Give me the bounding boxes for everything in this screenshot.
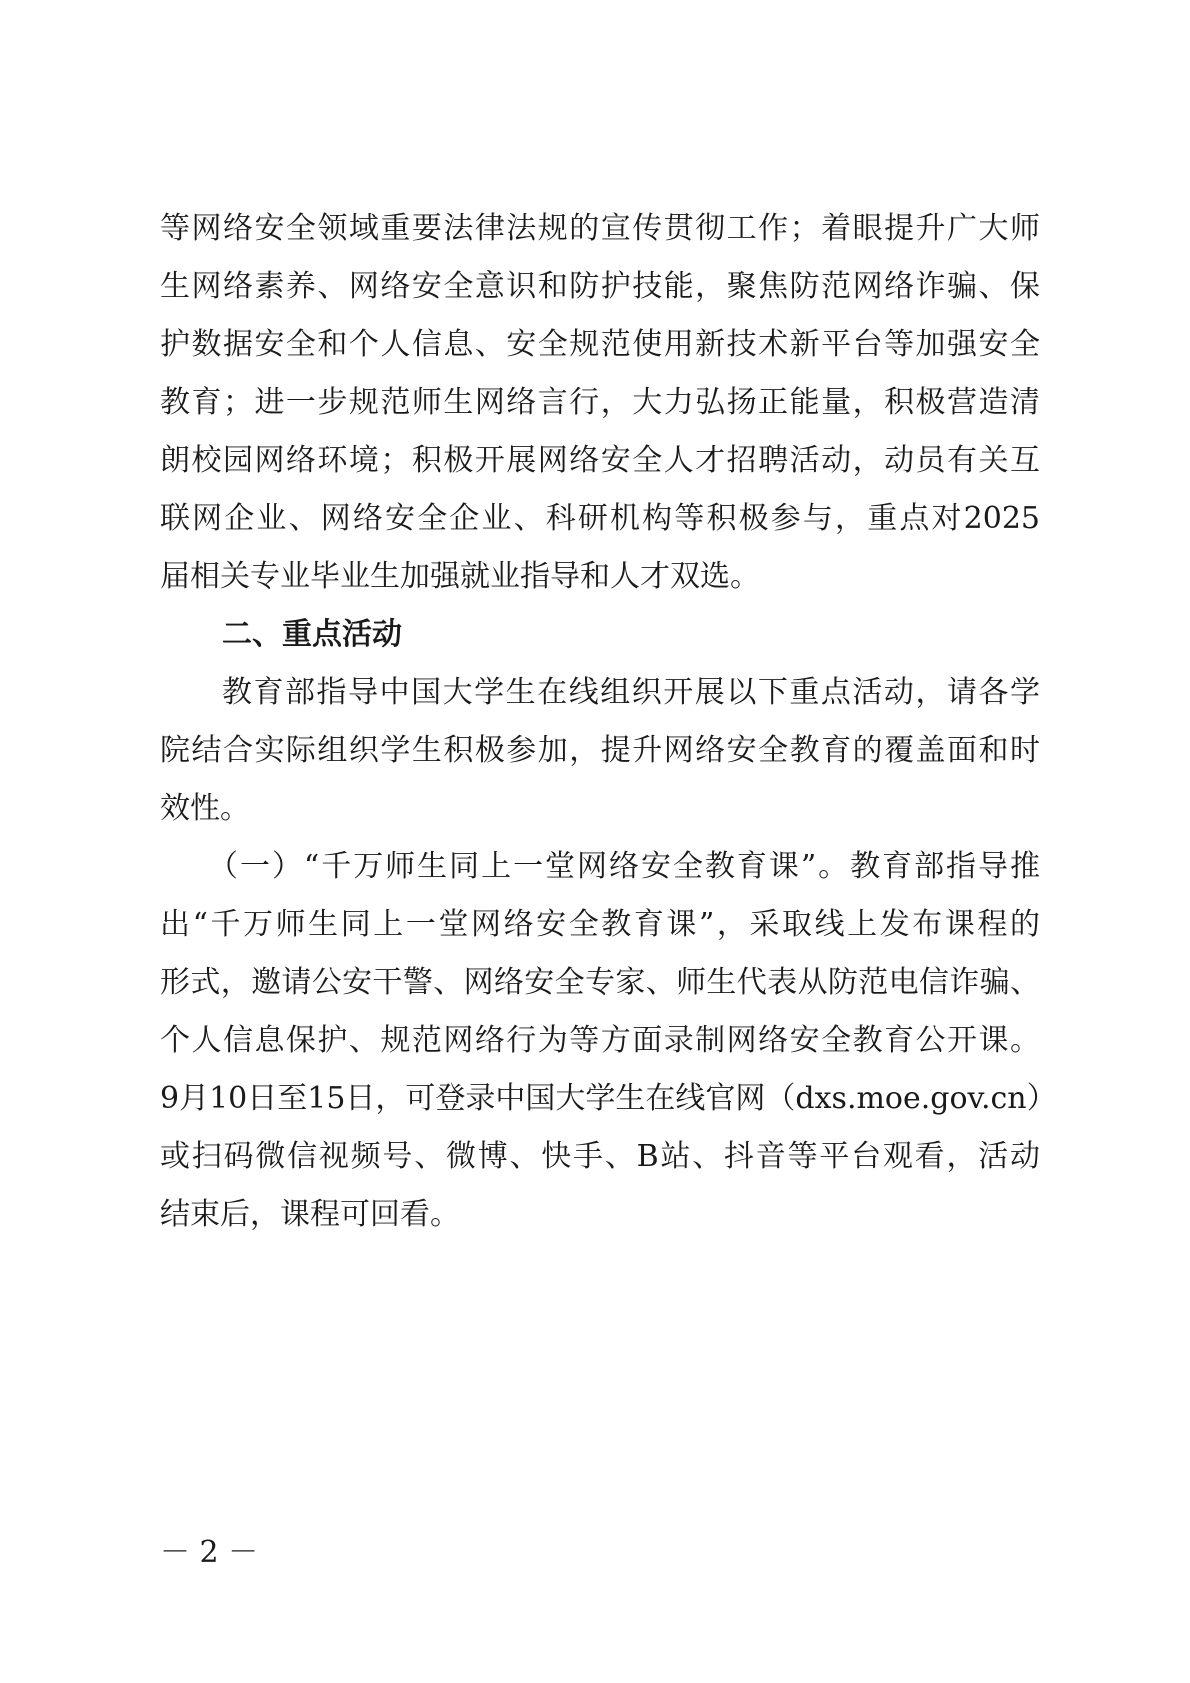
section-heading: 二、重点活动	[222, 617, 402, 652]
page-number: － 2 －	[160, 1535, 259, 1570]
paragraph-line: 生网络素养、网络安全意识和防护技能，聚焦防范网络诈骗、保	[160, 269, 1040, 304]
paragraph-line: （一）“千万师生同上一堂网络安全教育课”。教育部指导推	[208, 849, 1040, 884]
paragraph-line: 或扫码微信视频号、微博、快手、B站、抖音等平台观看，活动	[160, 1139, 1040, 1174]
paragraph-line: 9月10日至15日，可登录中国大学生在线官网（dxs.moe.gov.cn）	[160, 1081, 1057, 1116]
paragraph-line: 联网企业、网络安全企业、科研机构等积极参与，重点对2025	[160, 501, 1040, 536]
paragraph-line: 护数据安全和个人信息、安全规范使用新技术新平台等加强安全	[160, 327, 1040, 362]
paragraph-line: 效性。	[160, 791, 250, 826]
paragraph-line: 个人信息保护、规范网络行为等方面录制网络安全教育公开课。	[160, 1023, 1040, 1058]
paragraph-line: 结束后，课程可回看。	[160, 1197, 460, 1232]
paragraph-line: 届相关专业毕业生加强就业指导和人才双选。	[160, 559, 760, 594]
paragraph-line: 出“千万师生同上一堂网络安全教育课”，采取线上发布课程的	[160, 907, 1040, 942]
paragraph-line: 形式，邀请公安干警、网络安全专家、师生代表从防范电信诈骗、	[160, 965, 1040, 1000]
paragraph-line: 朗校园网络环境；积极开展网络安全人才招聘活动，动员有关互	[160, 443, 1040, 478]
paragraph-line: 教育部指导中国大学生在线组织开展以下重点活动，请各学	[222, 675, 1040, 710]
paragraph-line: 教育；进一步规范师生网络言行，大力弘扬正能量，积极营造清	[160, 385, 1040, 420]
paragraph-line: 院结合实际组织学生积极参加，提升网络安全教育的覆盖面和时	[160, 733, 1040, 768]
paragraph-line: 等网络安全领域重要法律法规的宣传贯彻工作；着眼提升广大师	[160, 211, 1040, 246]
